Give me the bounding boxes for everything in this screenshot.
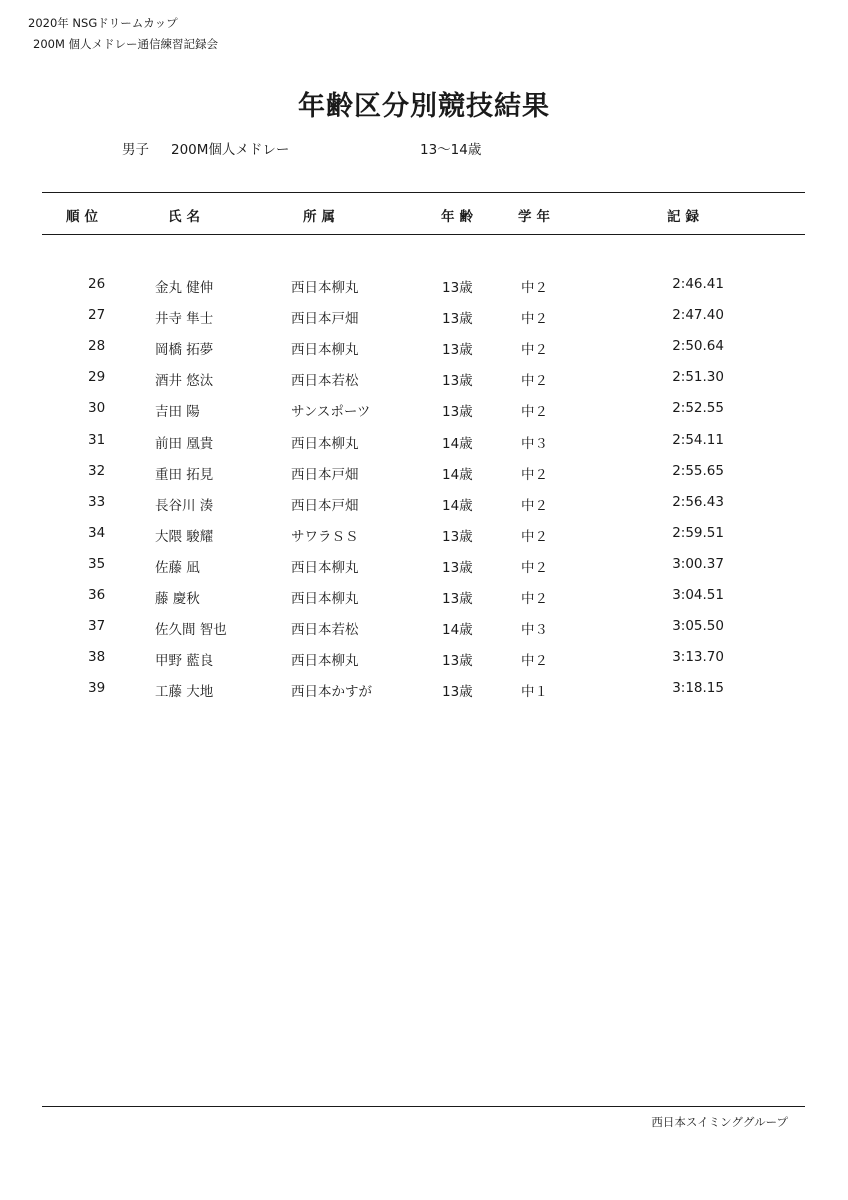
table-row <box>0 338 848 358</box>
table-row <box>0 463 848 483</box>
column-header-grade: 学年 <box>518 209 555 225</box>
name-cell: 藤 慶秋 <box>155 591 200 607</box>
age-cell: 13歳 <box>442 684 473 701</box>
page-title: 年齢区分別競技結果 <box>298 91 550 122</box>
rank-cell: 37 <box>88 618 106 635</box>
grade-cell: 中２ <box>521 591 548 607</box>
table-row <box>0 369 848 389</box>
rank-cell: 26 <box>88 276 106 292</box>
club-cell: 西日本若松 <box>291 622 359 639</box>
time-cell: 2:50.64 <box>672 338 724 355</box>
table-row <box>0 494 848 514</box>
grade-cell: 中２ <box>521 280 548 296</box>
time-cell: 3:00.37 <box>672 555 724 572</box>
club-cell: サンスポーツ <box>291 404 371 421</box>
time-cell: 2:54.11 <box>672 431 724 448</box>
club-cell: 西日本柳丸 <box>291 342 359 359</box>
age-cell: 13歳 <box>442 559 473 576</box>
age-cell: 14歳 <box>442 466 473 483</box>
time-cell: 2:55.65 <box>672 462 724 479</box>
rank-cell: 33 <box>88 493 106 510</box>
name-cell: 甲野 藍良 <box>155 653 214 670</box>
club-cell: 西日本若松 <box>291 373 359 390</box>
club-cell: サワラＳＳ <box>291 528 359 545</box>
grade-cell: 中２ <box>521 497 548 514</box>
club-cell: 西日本戸畑 <box>291 466 359 483</box>
grade-cell: 中２ <box>521 653 548 670</box>
age-cell: 13歳 <box>442 653 473 670</box>
table-row <box>0 649 848 669</box>
rank-cell: 27 <box>88 307 106 324</box>
table-row <box>0 680 848 700</box>
grade-cell: 中２ <box>521 559 548 576</box>
club-cell: 西日本戸畑 <box>291 497 359 514</box>
club-cell: 西日本柳丸 <box>291 435 359 452</box>
column-header-name: 氏名 <box>168 209 205 225</box>
name-cell: 酒井 悠汰 <box>155 373 214 390</box>
grade-cell: 中１ <box>521 684 548 701</box>
column-header-club: 所属 <box>303 209 340 225</box>
club-cell: 西日本柳丸 <box>291 591 359 607</box>
time-cell: 2:56.43 <box>672 493 724 510</box>
name-cell: 重田 拓見 <box>155 466 214 483</box>
age-cell: 13歳 <box>442 342 473 359</box>
time-cell: 2:47.40 <box>672 307 724 324</box>
rank-cell: 29 <box>88 369 106 386</box>
time-cell: 3:04.51 <box>672 587 724 603</box>
age-cell: 14歳 <box>442 622 473 639</box>
grade-cell: 中２ <box>521 342 548 359</box>
name-cell: 吉田 陽 <box>155 404 200 421</box>
table-row <box>0 432 848 452</box>
footer-organization: 西日本スイミンググループ <box>651 1115 788 1129</box>
column-header-age: 年齢 <box>441 209 478 225</box>
time-cell: 3:13.70 <box>672 649 724 666</box>
age-cell: 13歳 <box>442 280 473 296</box>
grade-cell: 中３ <box>521 435 548 452</box>
time-cell: 2:59.51 <box>672 524 724 541</box>
name-cell: 岡橋 拓夢 <box>155 342 214 359</box>
club-cell: 西日本柳丸 <box>291 653 359 670</box>
rank-cell: 39 <box>88 680 106 697</box>
name-cell: 井寺 隼士 <box>155 311 214 328</box>
age-cell: 13歳 <box>442 591 473 607</box>
name-cell: 大隈 駿耀 <box>155 528 214 545</box>
rank-cell: 34 <box>88 524 106 541</box>
name-cell: 長谷川 湊 <box>155 497 214 514</box>
race-event-label: 200M個人メドレー <box>171 142 290 158</box>
age-cell: 14歳 <box>442 497 473 514</box>
club-cell: 西日本柳丸 <box>291 280 359 296</box>
grade-cell: 中３ <box>521 622 548 639</box>
time-cell: 2:46.41 <box>672 276 724 292</box>
rank-cell: 31 <box>88 431 106 448</box>
age-cell: 13歳 <box>442 404 473 421</box>
event-subname: 200M 個人メドレー通信練習記録会 <box>33 37 219 51</box>
age-cell: 14歳 <box>442 435 473 452</box>
column-header-rank: 順位 <box>66 209 103 225</box>
name-cell: 佐藤 凪 <box>155 559 200 576</box>
age-group-label: 13～14歳 <box>420 142 482 158</box>
table-row <box>0 618 848 638</box>
rank-cell: 32 <box>88 462 106 479</box>
rank-cell: 28 <box>88 338 106 355</box>
name-cell: 前田 凰貴 <box>155 435 214 452</box>
table-row <box>0 400 848 420</box>
name-cell: 佐久間 智也 <box>155 622 227 639</box>
club-cell: 西日本かすが <box>291 684 372 701</box>
gender-label: 男子 <box>122 142 149 158</box>
age-cell: 13歳 <box>442 311 473 328</box>
rank-cell: 35 <box>88 555 106 572</box>
time-cell: 2:51.30 <box>672 369 724 386</box>
table-row <box>0 307 848 327</box>
age-cell: 13歳 <box>442 373 473 390</box>
table-header-rule <box>42 234 805 235</box>
rank-cell: 36 <box>88 587 106 603</box>
table-row <box>0 276 848 296</box>
grade-cell: 中２ <box>521 311 548 328</box>
table-row <box>0 587 848 607</box>
name-cell: 工藤 大地 <box>155 684 214 701</box>
footer-rule <box>42 1106 805 1107</box>
age-cell: 13歳 <box>442 528 473 545</box>
time-cell: 2:52.55 <box>672 400 724 417</box>
event-name: 2020年 NSGドリームカップ <box>28 16 178 30</box>
grade-cell: 中２ <box>521 528 548 545</box>
table-row <box>0 556 848 576</box>
name-cell: 金丸 健伸 <box>155 280 214 296</box>
table-row <box>0 525 848 545</box>
time-cell: 3:18.15 <box>672 680 724 697</box>
grade-cell: 中２ <box>521 373 548 390</box>
table-top-rule <box>42 192 805 193</box>
grade-cell: 中２ <box>521 466 548 483</box>
club-cell: 西日本戸畑 <box>291 311 359 328</box>
rank-cell: 30 <box>88 400 106 417</box>
time-cell: 3:05.50 <box>672 618 724 635</box>
rank-cell: 38 <box>88 649 106 666</box>
club-cell: 西日本柳丸 <box>291 559 359 576</box>
column-header-time: 記録 <box>667 209 704 225</box>
grade-cell: 中２ <box>521 404 548 421</box>
